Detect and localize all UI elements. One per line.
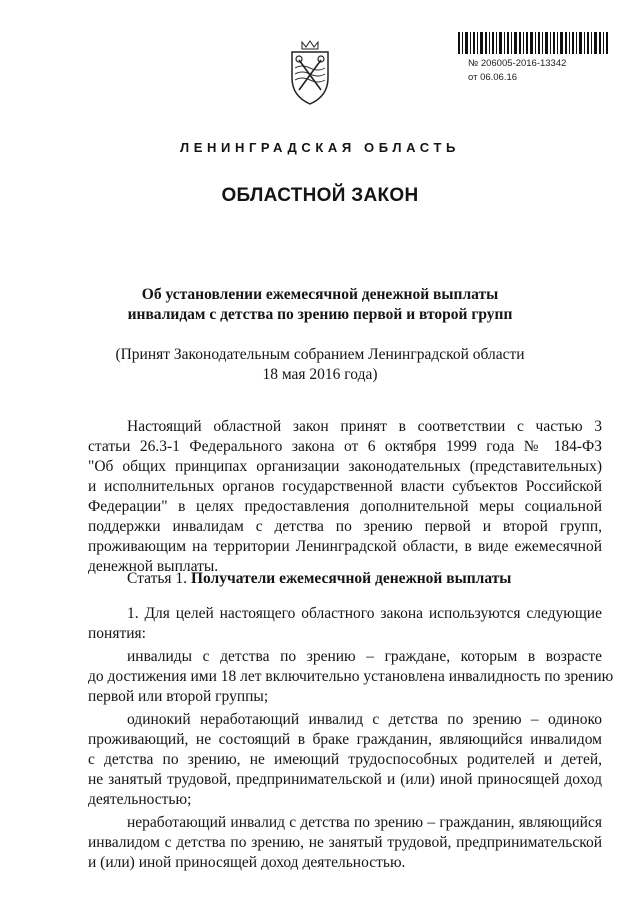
- preamble-line: статьи 26.3-1 Федерального закона от 6 октября 1999 года № 184-ФЗ: [88, 438, 602, 455]
- barcode: [458, 32, 608, 54]
- document-type-title: ОБЛАСТНОЙ ЗАКОН: [221, 185, 419, 206]
- definition-line: проживающий, не состоящий в браке гражданин, являющийся инвалидом: [88, 731, 602, 748]
- definition-line: инвалидом с детства по зрению, не занятый трудовой, предпринимательской: [88, 834, 602, 851]
- definition-line: первой или второй группы;: [88, 688, 269, 705]
- article-heading: [127, 570, 511, 588]
- preamble-line: Федерации" в целях предоставления дополнительной меры социальной: [88, 498, 602, 515]
- definition-line: деятельностью;: [88, 791, 192, 808]
- registration-number: № 206005-2016-13342: [468, 58, 567, 69]
- registration-date: от 06.06.16: [468, 72, 518, 83]
- region-title: ЛЕНИНГРАДСКАЯ ОБЛАСТЬ: [180, 140, 460, 155]
- definition-line: одинокий неработающий инвалид с детства по зрению – одиноко: [127, 711, 602, 728]
- preamble-line: и исполнительных органов государственной власти субъектов Российской: [88, 478, 602, 495]
- adoption-note-line: (Принят Законодательным собранием Ленинградской области: [115, 346, 525, 363]
- definition-line: неработающий инвалид с детства по зрению – гражданин, являющийся: [127, 814, 602, 831]
- law-title-line: инвалидам с детства по зрению первой и второй групп: [127, 306, 513, 323]
- clause-intro-line: 1. Для целей настоящего областного закона используются следующие: [127, 605, 602, 622]
- coat-of-arms-emblem: [282, 38, 338, 108]
- article-title: Получатели ежемесячной денежной выплаты: [190, 570, 512, 587]
- definition-line: с детства по зрению, не имеющий трудоспособных родителей и детей,: [88, 751, 602, 768]
- definition-line: инвалиды с детства по зрению – граждане, которым в возрасте: [127, 648, 602, 665]
- article-label: Статья 1.: [127, 570, 188, 587]
- definition-line: не занятый трудовой, предпринимательской и (или) иной приносящей доход: [88, 771, 602, 788]
- preamble-line: денежной выплаты.: [88, 558, 219, 575]
- preamble-line: Настоящий областной закон принят в соответствии с частью 3: [127, 418, 602, 435]
- law-title-line: Об установлении ежемесячной денежной выплаты: [141, 286, 499, 303]
- preamble-line: "Об общих принципах организации законодательных (представительных): [88, 458, 602, 475]
- preamble-line: поддержки инвалидам с детства по зрению первой и второй групп,: [88, 518, 602, 535]
- preamble-line: проживающим на территории Ленинградской области, в виде ежемесячной: [88, 538, 602, 555]
- clause-intro-line: понятия:: [88, 625, 146, 642]
- definition-line: до достижения ими 18 лет включительно установлена инвалидность по зрению: [88, 668, 614, 685]
- adoption-note-line: 18 мая 2016 года): [262, 366, 378, 383]
- definition-line: и (или) иной приносящей доход деятельностью.: [88, 854, 406, 871]
